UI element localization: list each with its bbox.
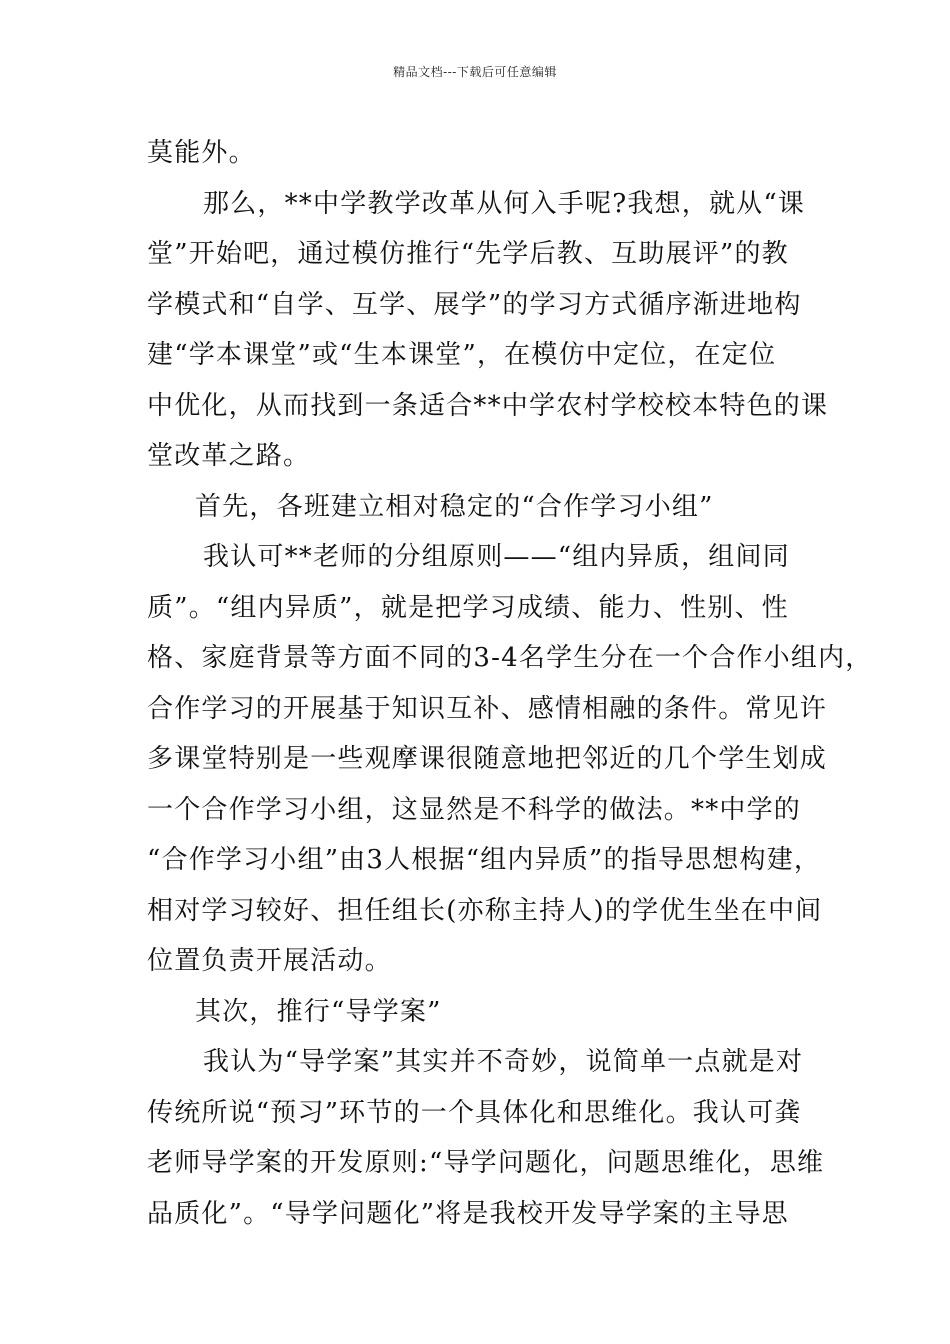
- paragraph-start-line: 我认为“导学案”其实并不奇妙，说简单一点就是对: [203, 1047, 804, 1077]
- text-line: “合作学习小组”由3人根据“组内异质”的指导思想构建，: [147, 845, 822, 875]
- text-line: 位置负责开展活动。: [147, 946, 392, 976]
- text-line: 堂改革之路。: [147, 441, 311, 471]
- text-line: 中优化，从而找到一条适合**中学农村学校校本特色的课: [147, 390, 829, 421]
- text-line: 堂”开始吧，通过模仿推行“先学后教、互助展评”的教: [147, 239, 789, 269]
- section-heading: 首先，各班建立相对稳定的“合作学习小组”: [195, 491, 714, 522]
- page-header: 精品文档---下载后可任意编辑: [393, 65, 557, 79]
- text-line: 合作学习的开展基于知识互补、感情相融的条件。常见许: [147, 693, 828, 724]
- paragraph-start-line: 那么，**中学教学改革从何入手呢?我想，就从“课: [203, 188, 806, 219]
- text-line: 建“学本课堂”或“生本课堂”，在模仿中定位，在定位: [147, 340, 777, 370]
- text-line: 传统所说“预习”环节的一个具体化和思维化。我认可龚: [147, 1097, 802, 1128]
- text-line: 老师导学案的开发原则:“导学问题化，问题思维化，思维: [147, 1148, 825, 1178]
- text-line: 多课堂特别是一些观摩课很随意地把邻近的几个学生划成: [147, 744, 828, 774]
- section-heading: 其次，推行“导学案”: [195, 996, 442, 1027]
- text-line: 格、家庭背景等方面不同的3-4名学生分在一个合作小组内，: [147, 643, 873, 673]
- text-line: 莫能外。: [147, 138, 256, 168]
- text-line: 学模式和“自学、互学、展学”的学习方式循序渐进地构: [147, 289, 802, 320]
- paragraph-start-line: 我认可**老师的分组原则——“组内异质，组间同: [203, 542, 790, 572]
- text-line: 品质化”。“导学问题化”将是我校开发导学案的主导思: [147, 1198, 789, 1229]
- document-body: [147, 128, 873, 1239]
- text-line: 质”。“组内异质”，就是把学习成绩、能力、性别、性: [147, 592, 789, 623]
- text-line: 相对学习较好、担任组长(亦称主持人)的学优生坐在中间: [147, 895, 823, 926]
- text-line: 一个合作学习小组，这显然是不科学的做法。**中学的: [147, 794, 802, 825]
